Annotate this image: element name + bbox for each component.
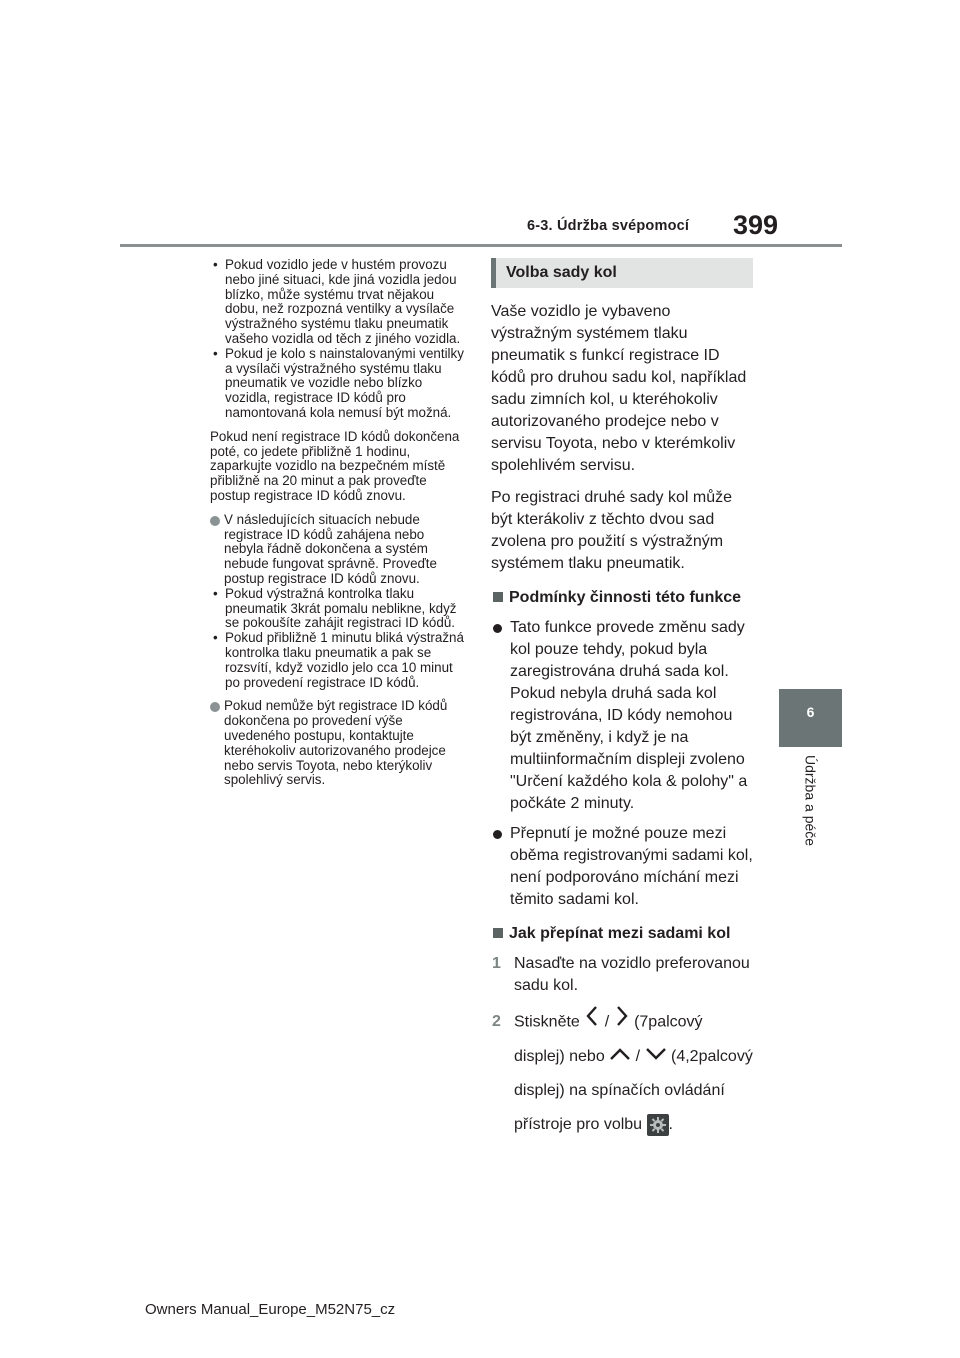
section-heading: Volba sady kol (491, 258, 753, 288)
header-rule (120, 244, 842, 247)
page-number: 399 (733, 210, 779, 240)
chapter-label-text: Údržba a péče (802, 755, 819, 847)
list-item: • Pokud přibližně 1 minutu bliká výstražná kontrolka tlaku pneumatik a pak se rozsvítí, když vozidlo jelo cca 10 minut po provedení registrace ID kódů. (210, 631, 466, 690)
step-text: Stiskněte (514, 1013, 580, 1031)
step (491, 1005, 753, 1142)
step (491, 953, 753, 997)
settings-gear-icon (647, 1114, 669, 1136)
chapter-label (779, 755, 842, 865)
chevron-up-icon (609, 1040, 631, 1074)
footer-text: Owners Manual_Europe_M52N75_cz (145, 1301, 396, 1318)
step-number: 2 (492, 1013, 501, 1030)
slash: / (635, 1048, 641, 1066)
chevron-down-icon (645, 1040, 667, 1074)
left-column (210, 258, 466, 788)
chevron-left-icon (584, 1005, 600, 1040)
subheading: Podmínky činnosti této funkce (491, 587, 753, 609)
step-number: 1 (492, 955, 501, 972)
list-item: • Pokud je kolo s nainstalovanými ventilky a vysílači výstražného systému tlaku pneumatik ve vozidle nebo blízko vozidla, registrace ID kódů pro namontovaná kola nemusí být možná. (210, 347, 466, 421)
list-item: • Pokud vozidlo jede v hustém provozu nebo jiné situaci, kde jiná vozidla jedou blízko, může systému trvat nějakou dobu, než rozpozná ventilky a vysílače výstražného systému tlaku pneumatik vašeho vozidla od těch z jiného vozidla. (210, 258, 466, 347)
slash: / (604, 1013, 610, 1031)
paragraph: Po registraci druhé sady kol může být kterákoliv z těchto dvou sad zvolena pro použití s výstražným systémem tlaku pneumatik. (491, 489, 732, 572)
note-item: V následujících situacích nebude registrace ID kódů zahájena nebo nebyla řádně dokončena a systém nebude fungovat správně. Proveďte postup registrace ID kódů znovu. (210, 513, 466, 587)
chapter-tab: 6 (779, 689, 842, 747)
chevron-right-icon (614, 1005, 630, 1040)
right-column (491, 258, 753, 1150)
step-text: . (668, 1116, 673, 1134)
step-text: Nasaďte na vozidlo preferovanou sadu kol. (514, 955, 750, 994)
list-item: • Pokud výstražná kontrolka tlaku pneumatik 3krát pomalu neblikne, když se pokoušíte zahájit registraci ID kódů. (210, 587, 466, 631)
step-text: (4,2palcový displej) na spínačích ovládání přístroje pro volbu (514, 1048, 753, 1134)
subheading: Jak přepínat mezi sadami kol (491, 923, 753, 945)
step-text: (7palcový displej) nebo (514, 1013, 703, 1066)
list-item: Přepnutí je možné pouze mezi oběma registrovanými sadami kol, není podporováno míchání mezi těmito sadami kol. (491, 823, 753, 911)
section-title: 6-3. Údržba svépomocí (527, 218, 690, 234)
paragraph: Vaše vozidlo je vybaveno výstražným systémem tlaku pneumatik s funkcí registrace ID kódů pro druhou sadu kol, například sadu zimních kol, u kteréhokoliv autorizovaného prodejce nebo v servisu Toyota, nebo v kterémkoliv spolehlivém servisu. (491, 303, 747, 474)
paragraph: Pokud není registrace ID kódů dokončena poté, co jedete přibližně 1 hodinu, zaparkujte vozidlo na bezpečném místě přibližně na 20 minut a pak proveďte postup registrace ID kódů znovu. (210, 428, 460, 503)
note-item: Pokud nemůže být registrace ID kódů dokončena po provedení výše uvedeného postupu, kontaktujte kteréhokoliv autorizovaného prodejce nebo servis Toyota, nebo kterýkoliv spolehlivý servis. (210, 699, 466, 788)
list-item: Tato funkce provede změnu sady kol pouze tehdy, pokud byla zaregistrována druhá sada kol. Pokud nebyla druhá sada kol registrována, ID kódy nemohou být změněny, i když je na multiinformačním displeji zvoleno "Určení každého kola & polohy" a počkáte 2 minuty. (491, 617, 753, 815)
